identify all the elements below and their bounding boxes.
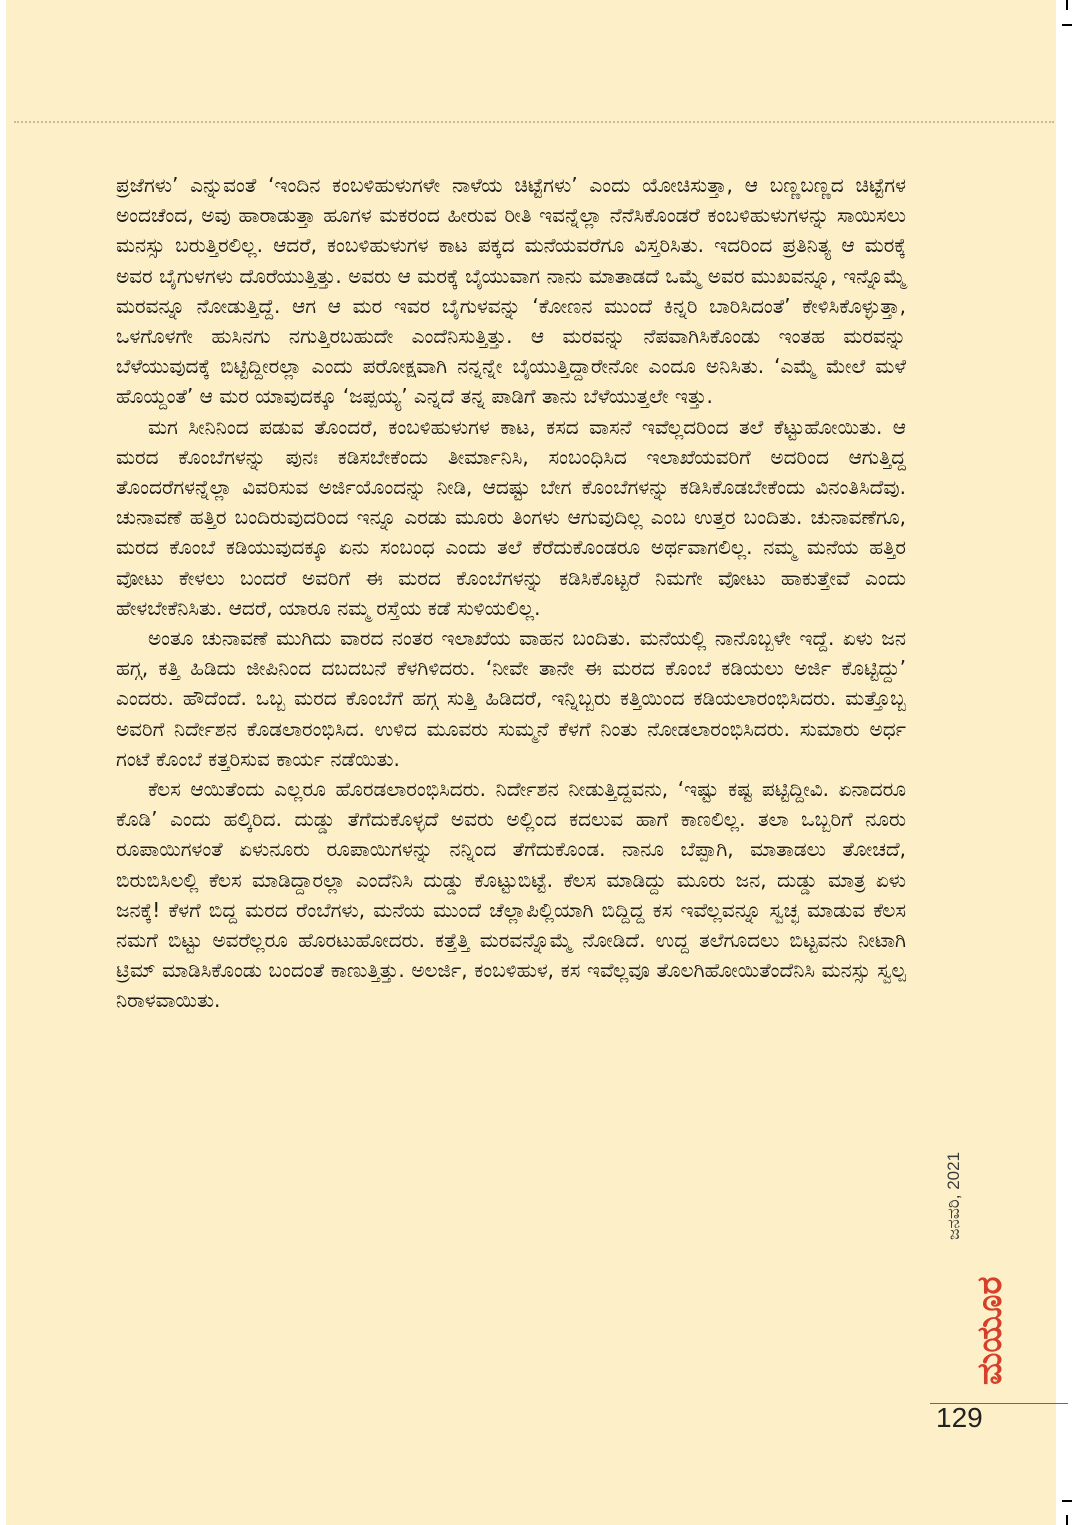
paragraph: ಕೆಲಸ ಆಯಿತೆಂದು ಎಲ್ಲರೂ ಹೊರಡಲಾರಂಭಿಸಿದರು. ನಿರ್ದೇಶನ ನೀಡುತ್ತಿದ್ದವನು, ‘ಇಷ್ಟು ಕಷ್ಟ ಪಟ್ಟಿದ್ದೀವಿ. ಏನಾದರೂ ಕೊಡಿ’ ಎಂದು ಹಲ್ಕಿರಿದ. ದುಡ್ಡು ತೆಗೆದುಕೊಳ್ಳದೆ ಅವರು ಅಲ್ಲಿಂದ ಕದಲುವ ಹಾಗೆ ಕಾಣಲಿಲ್ಲ. ತಲಾ ಒಬ್ಬರಿಗೆ ನೂರು ರೂಪಾಯಿಗಳಂತೆ ಏಳುನೂರು ರೂಪಾಯಿಗಳನ್ನು ನನ್ನಿಂದ ತೆಗೆದುಕೊಂಡ. ನಾನೂ ಬೆಪ್ಪಾಗಿ, ಮಾತಾಡಲು ತೋಚದೆ, ಬಿರುಬಿಸಿಲಲ್ಲಿ ಕೆಲಸ ಮಾಡಿದ್ದಾರಲ್ಲಾ ಎಂದೆನಿಸಿ ದುಡ್ಡು ಕೊಟ್ಟುಬಿಟ್ಟೆ. ಕೆಲಸ ಮಾಡಿದ್ದು ಮೂರು ಜನ, ದುಡ್ಡು ಮಾತ್ರ ಏಳು ಜನಕ್ಕೆ! ಕೆಳಗೆ ಬಿದ್ದ ಮರದ ರೆಂಬೆಗಳು, ಮನೆಯ ಮುಂದೆ ಚೆಲ್ಲಾಪಿಲ್ಲಿಯಾಗಿ ಬಿದ್ದಿದ್ದ ಕಸ ಇವೆಲ್ಲವನ್ನೂ ಸ್ವಚ್ಛ ಮಾಡುವ ಕೆಲಸ ನಮಗೆ ಬಿಟ್ಟು ಅವರೆಲ್ಲರೂ ಹೊರಟುಹೋದರು. ಕತ್ತೆತ್ತಿ ಮರವನ್ನೊಮ್ಮೆ ನೋಡಿದೆ. ಉದ್ದ ತಲೆಗೂದಲು ಬಿಟ್ಟವನು ನೀಟಾಗಿ ಟ್ರಿಮ್ ಮಾಡಿಸಿಕೊಂಡು ಬಂದಂತೆ ಕಾಣುತ್ತಿತ್ತು. ಅಲರ್ಜಿ, ಕಂಬಳಿಹುಳ, ಕಸ ಇವೆಲ್ಲವೂ ತೊಲಗಿಹೋಯಿತೆಂದೆನಿಸಿ ಮನಸ್ಸು ಸ್ವಲ್ಪ ನಿರಾಳವಾಯಿತು. bbox=[116, 777, 906, 1013]
crop-mark bbox=[1062, 24, 1072, 26]
paragraph: ಪ್ರಜೆಗಳು’ ಎನ್ನುವಂತೆ ‘ಇಂದಿನ ಕಂಬಳಿಹುಳುಗಳೇ ನಾಳೆಯ ಚಿಟ್ಟೆಗಳು’ ಎಂದು ಯೋಚಿಸುತ್ತಾ, ಆ ಬಣ್ಣಬಣ್ಣದ ಚಿಟ್ಟೆಗಳ ಅಂದಚೆಂದ, ಅವು ಹಾರಾಡುತ್ತಾ ಹೂಗಳ ಮಕರಂದ ಹೀರುವ ರೀತಿ ಇವನ್ನೆಲ್ಲಾ ನೆನೆಸಿಕೊಂಡರೆ ಕಂಬಳಿಹುಳುಗಳನ್ನು ಸಾಯಿಸಲು ಮನಸ್ಸು ಬರುತ್ತಿರಲಿಲ್ಲ. ಆದರೆ, ಕಂಬಳಿಹುಳುಗಳ ಕಾಟ ಪಕ್ಕದ ಮನೆಯವರೆಗೂ ವಿಸ್ತರಿಸಿತು. ಇದರಿಂದ ಪ್ರತಿನಿತ್ಯ ಆ ಮರಕ್ಕೆ ಅವರ ಬೈಗುಳಗಳು ದೊರೆಯುತ್ತಿತ್ತು. ಅವರು ಆ ಮರಕ್ಕೆ ಬೈಯುವಾಗ ನಾನು ಮಾತಾಡದೆ ಒಮ್ಮೆ ಅವರ ಮುಖವನ್ನೂ, ಇನ್ನೊಮ್ಮೆ ಮರವನ್ನೂ ನೋಡುತ್ತಿದ್ದೆ. ಆಗ ಆ ಮರ ಇವರ ಬೈಗುಳವನ್ನು ‘ಕೋಣನ ಮುಂದೆ ಕಿನ್ನರಿ ಬಾರಿಸಿದಂತೆ’ ಕೇಳಿಸಿಕೊಳ್ಳುತ್ತಾ, ಒಳಗೊಳಗೇ ಹುಸಿನಗು ನಗುತ್ತಿರಬಹುದೇ ಎಂದೆನಿಸುತ್ತಿತ್ತು. ಆ ಮರವನ್ನು ನೆಪವಾಗಿಸಿಕೊಂಡು ಇಂತಹ ಮರವನ್ನು ಬೆಳೆಯುವುದಕ್ಕೆ ಬಿಟ್ಟಿದ್ದೀರಲ್ಲಾ ಎಂದು ಪರೋಕ್ಷವಾಗಿ ನನ್ನನ್ನೇ ಬೈಯುತ್ತಿದ್ದಾರೇನೋ ಎಂದೂ ಅನಿಸಿತು. ‘ಎಮ್ಮೆ ಮೇಲೆ ಮಳೆ ಹೊಯ್ದಂತೆ’ ಆ ಮರ ಯಾವುದಕ್ಕೂ ‘ಜಪ್ಪಯ್ಯ’ ಎನ್ನದೆ ತನ್ನ ಪಾಡಿಗೆ ತಾನು ಬೆಳೆಯುತ್ತಲೇ ಇತ್ತು. bbox=[116, 173, 906, 409]
magazine-name: ಮಯೂರ bbox=[970, 1276, 1010, 1385]
crop-mark bbox=[1062, 1500, 1072, 1502]
crop-mark bbox=[1066, 0, 1068, 10]
magazine-logo bbox=[934, 1250, 1010, 1385]
magazine-side-label bbox=[934, 1100, 1010, 1390]
article-body bbox=[116, 170, 906, 1016]
paragraph: ಮಗ ಸೀನಿನಿಂದ ಪಡುವ ತೊಂದರೆ, ಕಂಬಳಿಹುಳುಗಳ ಕಾಟ, ಕಸದ ವಾಸನೆ ಇವೆಲ್ಲದರಿಂದ ತಲೆ ಕೆಟ್ಟುಹೋಯಿತು. ಆ ಮರದ ಕೊಂಬೆಗಳನ್ನು ಪುನಃ ಕಡಿಸಬೇಕೆಂದು ತೀರ್ಮಾನಿಸಿ, ಸಂಬಂಧಿಸಿದ ಇಲಾಖೆಯವರಿಗೆ ಅದರಿಂದ ಆಗುತ್ತಿದ್ದ ತೊಂದರೆಗಳನ್ನೆಲ್ಲಾ ವಿವರಿಸುವ ಅರ್ಜಿಯೊಂದನ್ನು ನೀಡಿ, ಆದಷ್ಟು ಬೇಗ ಕೊಂಬೆಗಳನ್ನು ಕಡಿಸಿಕೊಡಬೇಕೆಂದು ವಿನಂತಿಸಿದೆವು. ಚುನಾವಣೆ ಹತ್ತಿರ ಬಂದಿರುವುದರಿಂದ ಇನ್ನೂ ಎರಡು ಮೂರು ತಿಂಗಳು ಆಗುವುದಿಲ್ಲ ಎಂಬ ಉತ್ತರ ಬಂದಿತು. ಚುನಾವಣೆಗೂ, ಮರದ ಕೊಂಬೆ ಕಡಿಯುವುದಕ್ಕೂ ಏನು ಸಂಬಂಧ ಎಂದು ತಲೆ ಕೆರೆದುಕೊಂಡರೂ ಅರ್ಥವಾಗಲಿಲ್ಲ. ನಮ್ಮ ಮನೆಯ ಹತ್ತಿರ ವೋಟು ಕೇಳಲು ಬಂದರೆ ಅವರಿಗೆ ಈ ಮರದ ಕೊಂಬೆಗಳನ್ನು ಕಡಿಸಿಕೊಟ್ಟರೆ ನಿಮಗೇ ವೋಟು ಹಾಕುತ್ತೇವೆ ಎಂದು ಹೇಳಬೇಕೆನಿಸಿತು. ಆದರೆ, ಯಾರೂ ನಮ್ಮ ರಸ್ತೆಯ ಕಡೆ ಸುಳಿಯಲಿಲ್ಲ. bbox=[116, 414, 906, 620]
crop-mark bbox=[1066, 1515, 1068, 1525]
header-dotted-rule bbox=[14, 121, 1054, 123]
paragraph: ಅಂತೂ ಚುನಾವಣೆ ಮುಗಿದು ವಾರದ ನಂತರ ಇಲಾಖೆಯ ವಾಹನ ಬಂದಿತು. ಮನೆಯಲ್ಲಿ ನಾನೊಬ್ಬಳೇ ಇದ್ದೆ. ಏಳು ಜನ ಹಗ್ಗ, ಕತ್ತಿ ಹಿಡಿದು ಜೀಪಿನಿಂದ ದಬದಬನೆ ಕೆಳಗಿಳಿದರು. ‘ನೀವೇ ತಾನೇ ಈ ಮರದ ಕೊಂಬೆ ಕಡಿಯಲು ಅರ್ಜಿ ಕೊಟ್ಟಿದ್ದು’ ಎಂದರು. ಹೌದೆಂದೆ. ಒಬ್ಬ ಮರದ ಕೊಂಬೆಗೆ ಹಗ್ಗ ಸುತ್ತಿ ಹಿಡಿದರೆ, ಇನ್ನಿಬ್ಬರು ಕತ್ತಿಯಿಂದ ಕಡಿಯಲಾರಂಭಿಸಿದರು. ಮತ್ತೊಬ್ಬ ಅವರಿಗೆ ನಿರ್ದೇಶನ ಕೊಡಲಾರಂಭಿಸಿದ. ಉಳಿದ ಮೂವರು ಸುಮ್ಮನೆ ಕೆಳಗೆ ನಿಂತು ನೋಡಲಾರಂಭಿಸಿದರು. ಸುಮಾರು ಅರ್ಧ ಗಂಟೆ ಕೊಂಬೆ ಕತ್ತರಿಸುವ ಕಾರ್ಯ ನಡೆಯಿತು. bbox=[116, 626, 906, 771]
page-number: 129 bbox=[936, 1402, 983, 1433]
issue-date: ಜನವರಿ, 2021 bbox=[944, 1151, 963, 1240]
page bbox=[6, 0, 1056, 1525]
